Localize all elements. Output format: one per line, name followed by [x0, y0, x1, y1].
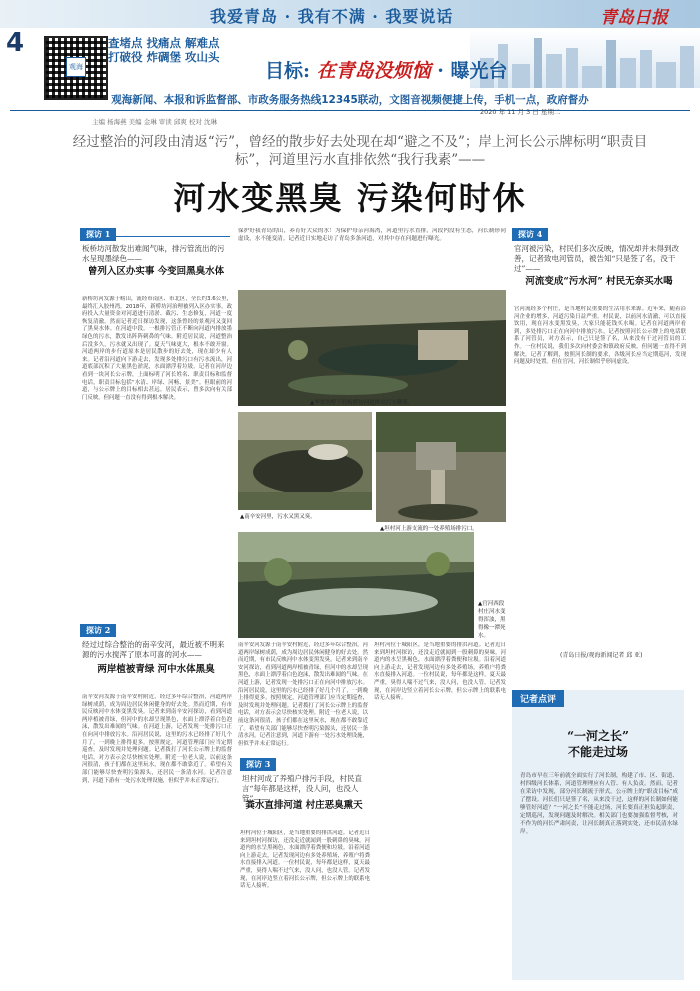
- section-2-body-continued: 南辛安河发源于南辛安村附近，经过多年综合整治，河道两岸绿树成荫，成为周边居民休闲健身的好去处。然而近期，有市民反映河中水体变黑发臭。记者来到南辛安河探访，看到河道两岸植被青绿，但河中的水却呈现黑色，水面上漂浮着白色泡沫，散发出难闻的气味。在河道上游，记者发现一处排污口正在向河中排放污水。沿河居民说，这里的污水已经排了好几个月了，一到晚上排得更多。按照规定，河道管理部门应当定期巡查，及时发现并处理问题。记者拨打了河长公示牌上的监督电话，对方表示会尽快核实处理。附近一位老人说，以前这条河很清，孩子们都在这里玩水，现在都不敢靠近了。希望有关部门能够尽快查明污染源头，还居民一条清水河。记者注意到，河道下游有一处污水处理设施，但似乎并未正常运行。: [238, 642, 368, 747]
- section-3-lead: 坦村河成了养殖户排污手段，村民直言“每年都是这样，没人问，也没人管”——: [242, 774, 362, 803]
- section-4-tag: 探访 4: [512, 228, 548, 241]
- header-subbar: 观海新闻、本报和诉监督部、市政务服务热线12345联动，文图音视频便捷上传，手机一点，政府督办: [111, 94, 589, 106]
- section-2-subhead: 两岸植被青绿 河中水体黑臭: [97, 664, 215, 675]
- photo-caption-1: ▲李哥幼桥下的板桥坊河道排出污水横流。: [310, 400, 414, 406]
- target-suffix: · 曝光台: [437, 60, 508, 82]
- section-1-subhead: 曾列入区办实事 今变回黑臭水体: [87, 266, 225, 277]
- target-prefix: 目标:: [265, 60, 311, 82]
- section-3-body-continued: 坦村河位于城阳区，是当地重要的排洪河道。记者近日来到坦村河探访，还没走近就闻到一股刺鼻的臭味。河道内的水呈黑褐色，水面漂浮着粪便和垃圾。沿着河道向上游走去，记者发现河边有多处养殖场，养殖户将粪水直接排入河道。一位村民说，每年都是这样，夏天最严重，臭得人喘不过气来，没人问，也没人管。记者发现，在河岸边竖立着河长公示牌，但公示牌上的联系电话无人接听。: [374, 642, 506, 702]
- photo-guan-river: [238, 532, 474, 638]
- section-2-lead: 经过过综合整治的南辛安河，最近被不明来源的污水搅浑了原本可喜的河水——: [82, 640, 225, 659]
- section-3-subhead: 粪水直排河道 村庄恶臭熏天: [245, 800, 363, 811]
- section-target-title: [265, 56, 508, 83]
- photo-nanxinan-river: [238, 412, 372, 510]
- section-4-body: 官河流经多个村庄，是当地村民重要的生活用水来源。近年来，随着沿河企业的增多，河道污染日益严重。村民说，以前河水清澈，可以直接饮用，现在河水变黑发臭，大家只能花钱买水喝。记者在河道两岸看到，多处排污口正在向河中排放污水。记者按照河长公示牌上的电话联系了河管员，对方表示，自己只是签了名，从来没有干过河管员的工作。一位村民说，我们多次向村委会和镇政府反映，但问题一直得不到解决。记者了解到，按照河长制的要求，各级河长应当定期巡河，发现问题及时处置。但在官河，河长制似乎形同虚设。: [514, 306, 686, 366]
- qr-logo: 观海: [66, 57, 86, 77]
- photo-caption-2: ▲南辛安河里，污水又黑又臭。: [240, 514, 316, 520]
- section-3-body: 坦村河位于城阳区，是当地重要的排洪河道。记者近日来到坦村河探访，还没走近就闻到一股刺鼻的臭味。河道内的水呈黑褐色，水面漂浮着粪便和垃圾。沿着河道向上游走去，记者发现河边有多处养殖场，养殖户将粪水直接排入河道。一位村民说，每年都是这样，夏天最严重，臭得人喘不过气来，没人问，也没人管。记者发现，在河岸边竖立着河长公示牌，但公示牌上的联系电话无人接听。: [240, 830, 370, 890]
- photo-banqiaofang-river: [238, 290, 506, 406]
- main-headline: 河水变黑臭 污染何时休: [173, 179, 527, 217]
- commentary-tag: 记者点评: [512, 690, 564, 707]
- commentary-body: 青岛市早在三年前就全面实行了河长制，构建了市、区、街道、村四级河长体系，河道管理理应有人管、有人负责。然而，记者在采访中发现，部分河长制流于形式，公示牌上的“职责目标”成了摆设。河长们只是签了名，从来没干过，这样的河长制如何能够管好河道？“一河之长”不能走过场，河长要真正担负起职责，定期巡河，发现问题及时解决。相关部门也要加强监督考核，对不作为的河长严肃问责，让河长制真正落到实处，还市民清水绿岸。: [520, 773, 678, 835]
- pre-headline: 经过整治的河段由清返“污”，曾经的散步好去处现在却“避之不及”；岸上河长公示牌标明“职责目标”，河道里污水直排依然“我行我素”——: [72, 134, 648, 168]
- motto-line-1: 查堵点 找痛点 解难点: [108, 36, 220, 50]
- newspaper-brand-logo: 青岛日报: [600, 8, 668, 28]
- article-intro: 保护好我青岛的山，养育好大众的水！为保护母亲河海湾，河道里污水直排，河段内没有生态，河长制形同虚设，水不能变清。记者近日实地走访了青岛多条河道，对其中存在问题进行曝光。: [238, 228, 506, 242]
- section-2-tag: 探访 2: [80, 624, 116, 637]
- photo-tancun-outlet: [376, 412, 506, 522]
- header-rule: [10, 110, 690, 111]
- header-motto: [108, 36, 220, 64]
- section-1-tag: 探访 1: [80, 228, 116, 241]
- photo-caption-3: ▲坦村河上游支流的一处养殖场排污口。: [380, 526, 478, 532]
- reporter-signoff: (青岛日报/观海新闻记者 邱 亚): [560, 652, 643, 659]
- editor-credits: 主编 杨海燕 美编 金琳 审读 邱爽 校对 沈琳: [92, 118, 217, 126]
- header-slogan: 我爱青岛 · 我有不满 · 我要说话: [210, 7, 454, 26]
- photo-caption-4: ▲官河西段村庄河水变得浑浊，黑得像一潭死水。: [478, 601, 506, 639]
- commentary-title: “一河之长” 不能走过场: [567, 729, 629, 759]
- issue-date: 2020 年 11 月 3 日 星期二: [480, 108, 561, 116]
- section-3-tag: 探访 3: [240, 758, 276, 771]
- section-1-body: 新桥坊河发源于崂山，流经市南区、市北区，全长约3.6公里，最终汇入胶州湾。2018年，新桥坊河治理被列入区办实事，政府投入大量资金对河道进行清淤、截污、生态修复，河道一度恢复清澈。然而记者近日探访发现，这条曾经的景观河又变回了黑臭水体。在河道中段，一根排污管正不断向河道内排放墨绿色的污水，散发出阵阵刺鼻的气味。附近居民说，河道整治后没多久，污水就又出现了。夏天气味更大，根本不敢开窗。河道两岸的步行道原本是居民散步的好去处，现在却少有人来。记者沿河道向下游走去，发现多处排污口有污水流出，河道底部沉积了大量黑色淤泥，水面漂浮着垃圾。记者在河岸边看到一块河长公示牌，上面标明了河长姓名、职责目标和监督电话，职责目标包括“水清、岸绿、河畅、景美”。但眼前的河道，与公示牌上的目标相去甚远。居民表示，曾多次向有关部门反映，但问题一直没有得到根本解决。: [82, 296, 232, 401]
- section-2-body: 南辛安河发源于南辛安村附近，经过多年综合整治，河道两岸绿树成荫，成为周边居民休闲健身的好去处。然而近期，有市民反映河中水体变黑发臭。记者来到南辛安河探访，看到河道两岸植被青绿，但河中的水却呈现黑色，水面上漂浮着白色泡沫，散发出难闻的气味。在河道上游，记者发现一处排污口正在向河中排放污水。沿河居民说，这里的污水已经排了好几个月了，一到晚上排得更多。按照规定，河道管理部门应当定期巡查，及时发现并处理问题。记者拨打了河长公示牌上的监督电话，对方表示会尽快核实处理。附近一位老人说，以前这条河很清，孩子们都在这里玩水，现在都不敢靠近了。希望有关部门能够尽快查明污染源头，还居民一条清水河。记者注意到，河道下游有一处污水处理设施，但似乎并未正常运行。: [82, 694, 232, 784]
- section-4-lead: 官河被污染，村民们多次反映，情况却并未得到改善，记者致电河管员，被告知“只是签了名，没干过”——: [514, 244, 679, 273]
- target-red: 在青岛没烦恼: [316, 60, 431, 82]
- section-4-subhead: 河流变成“污水河” 村民无奈买水喝: [525, 276, 673, 287]
- page-number: 4: [6, 28, 25, 58]
- motto-line-2: 打破役 炸碉堡 攻山头: [108, 50, 220, 64]
- section-1-lead: 板桥坊河散发出难闻气味，排污管流出的污水呈现墨绿色——: [82, 244, 225, 263]
